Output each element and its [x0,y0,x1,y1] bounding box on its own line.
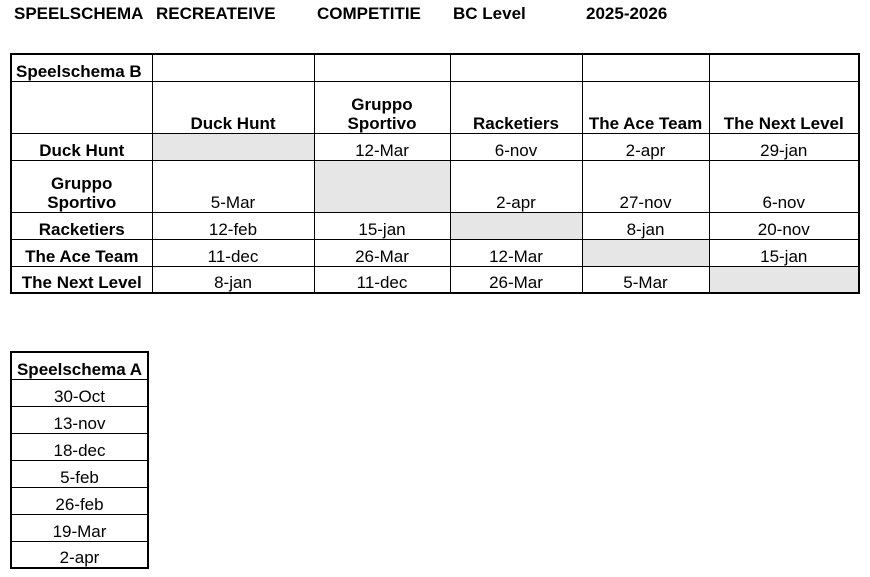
list-item [11,514,148,541]
header-recreatieve: RECREATEIVE [156,4,276,23]
match-date-cell: 6-nov [450,133,582,160]
self-match-cell [152,133,314,160]
list-item [11,487,148,514]
column-header: The Ace Team [582,81,709,133]
match-date-cell: 11-dec [152,239,314,266]
row-header: Gruppo Sportivo [11,160,152,212]
self-match-cell [709,266,859,293]
match-date-cell: 8-jan [152,266,314,293]
schema-b-column-header-row [11,81,859,133]
row-header: Duck Hunt [11,133,152,160]
match-date-cell: 11-dec [314,266,450,293]
table-row [11,160,859,212]
match-date-cell: 5-Mar [152,160,314,212]
match-date-cell: 6-nov [709,160,859,212]
schema-a-title: Speelschema A [11,352,148,379]
empty-cell [314,54,450,81]
empty-cell [582,54,709,81]
match-date-cell: 8-jan [582,212,709,239]
empty-cell [709,54,859,81]
match-date-cell: 5-Mar [582,266,709,293]
date-cell: 19-Mar [11,514,148,541]
match-date-cell: 12-Mar [314,133,450,160]
header-speelschema: SPEELSCHEMA [14,4,144,23]
header-season: 2025-2026 [586,4,668,23]
row-header: The Next Level [11,266,152,293]
speelschema-a-table [10,351,149,569]
row-header: Racketiers [11,212,152,239]
match-date-cell: 2-apr [450,160,582,212]
match-date-cell: 2-apr [582,133,709,160]
empty-cell [450,54,582,81]
date-cell: 18-dec [11,433,148,460]
match-date-cell: 29-jan [709,133,859,160]
speelschema-b-table [10,53,860,294]
column-header: Duck Hunt [152,81,314,133]
date-cell: 2-apr [11,541,148,568]
match-date-cell: 12-Mar [450,239,582,266]
date-cell: 30-Oct [11,379,148,406]
row-header: The Ace Team [11,239,152,266]
self-match-cell [450,212,582,239]
date-cell: 26-feb [11,487,148,514]
list-item [11,406,148,433]
match-date-cell: 26-Mar [314,239,450,266]
match-date-cell: 26-Mar [450,266,582,293]
date-cell: 13-nov [11,406,148,433]
list-item [11,433,148,460]
match-date-cell: 12-feb [152,212,314,239]
schema-a-title-row [11,352,148,379]
column-header: The Next Level [709,81,859,133]
list-item [11,379,148,406]
header-bc-level: BC Level [453,4,526,23]
schema-b-title-row [11,54,859,81]
empty-corner-cell [11,81,152,133]
list-item [11,541,148,568]
table-row [11,266,859,293]
list-item [11,460,148,487]
date-cell: 5-feb [11,460,148,487]
table-row [11,239,859,266]
match-date-cell: 15-jan [709,239,859,266]
self-match-cell [582,239,709,266]
match-date-cell: 15-jan [314,212,450,239]
table-row [11,212,859,239]
header-competitie: COMPETITIE [317,4,421,23]
column-header: Gruppo Sportivo [314,81,450,133]
empty-cell [152,54,314,81]
column-header: Racketiers [450,81,582,133]
match-date-cell: 27-nov [582,160,709,212]
self-match-cell [314,160,450,212]
table-row [11,133,859,160]
match-date-cell: 20-nov [709,212,859,239]
schema-b-title: Speelschema B [11,54,152,81]
